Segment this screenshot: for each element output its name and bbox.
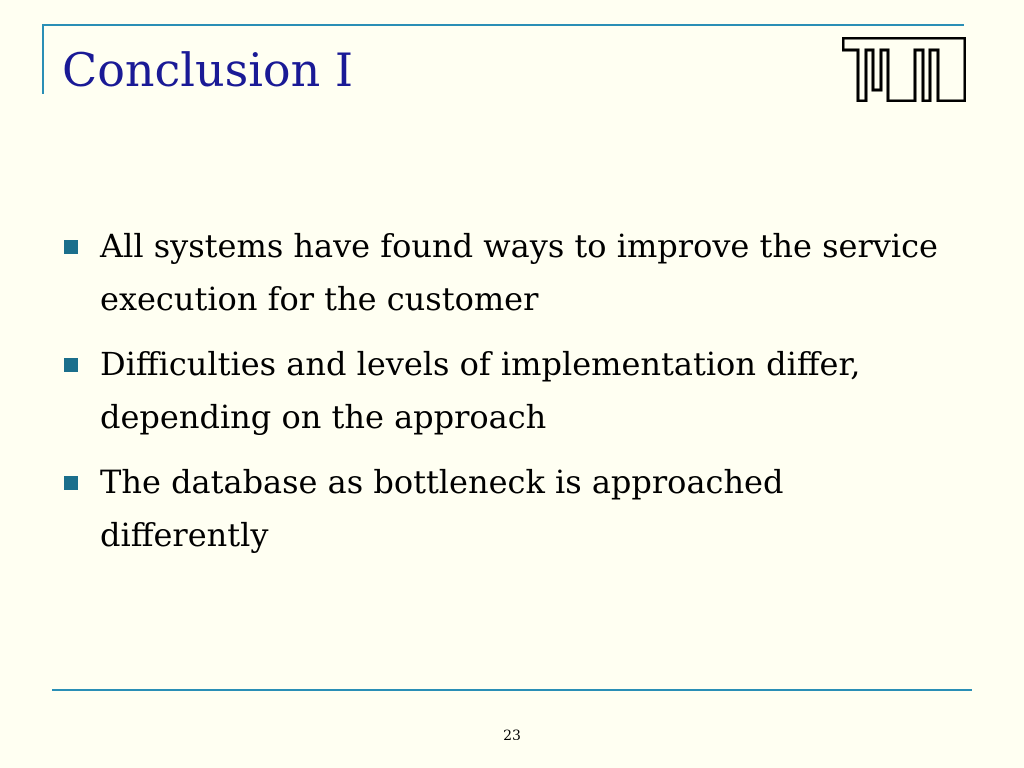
header-rule-left [42, 24, 44, 94]
bullet-text: All systems have found ways to improve the service execution for the customer [100, 227, 938, 318]
footer-rule [52, 689, 972, 691]
page-number: 23 [503, 728, 521, 744]
slide-title: Conclusion I [62, 43, 354, 97]
square-bullet-icon [64, 476, 78, 490]
bullet-item [62, 220, 962, 326]
tum-logo-icon [842, 37, 966, 102]
bullet-item [62, 456, 962, 562]
bullet-list [62, 220, 962, 574]
square-bullet-icon [64, 358, 78, 372]
bullet-text: The database as bottleneck is approached differently [100, 463, 784, 554]
bullet-text: Difficulties and levels of implementation differ, depending on the approach [100, 345, 861, 436]
square-bullet-icon [64, 240, 78, 254]
bullet-item [62, 338, 962, 444]
header-rule-top [42, 24, 964, 26]
